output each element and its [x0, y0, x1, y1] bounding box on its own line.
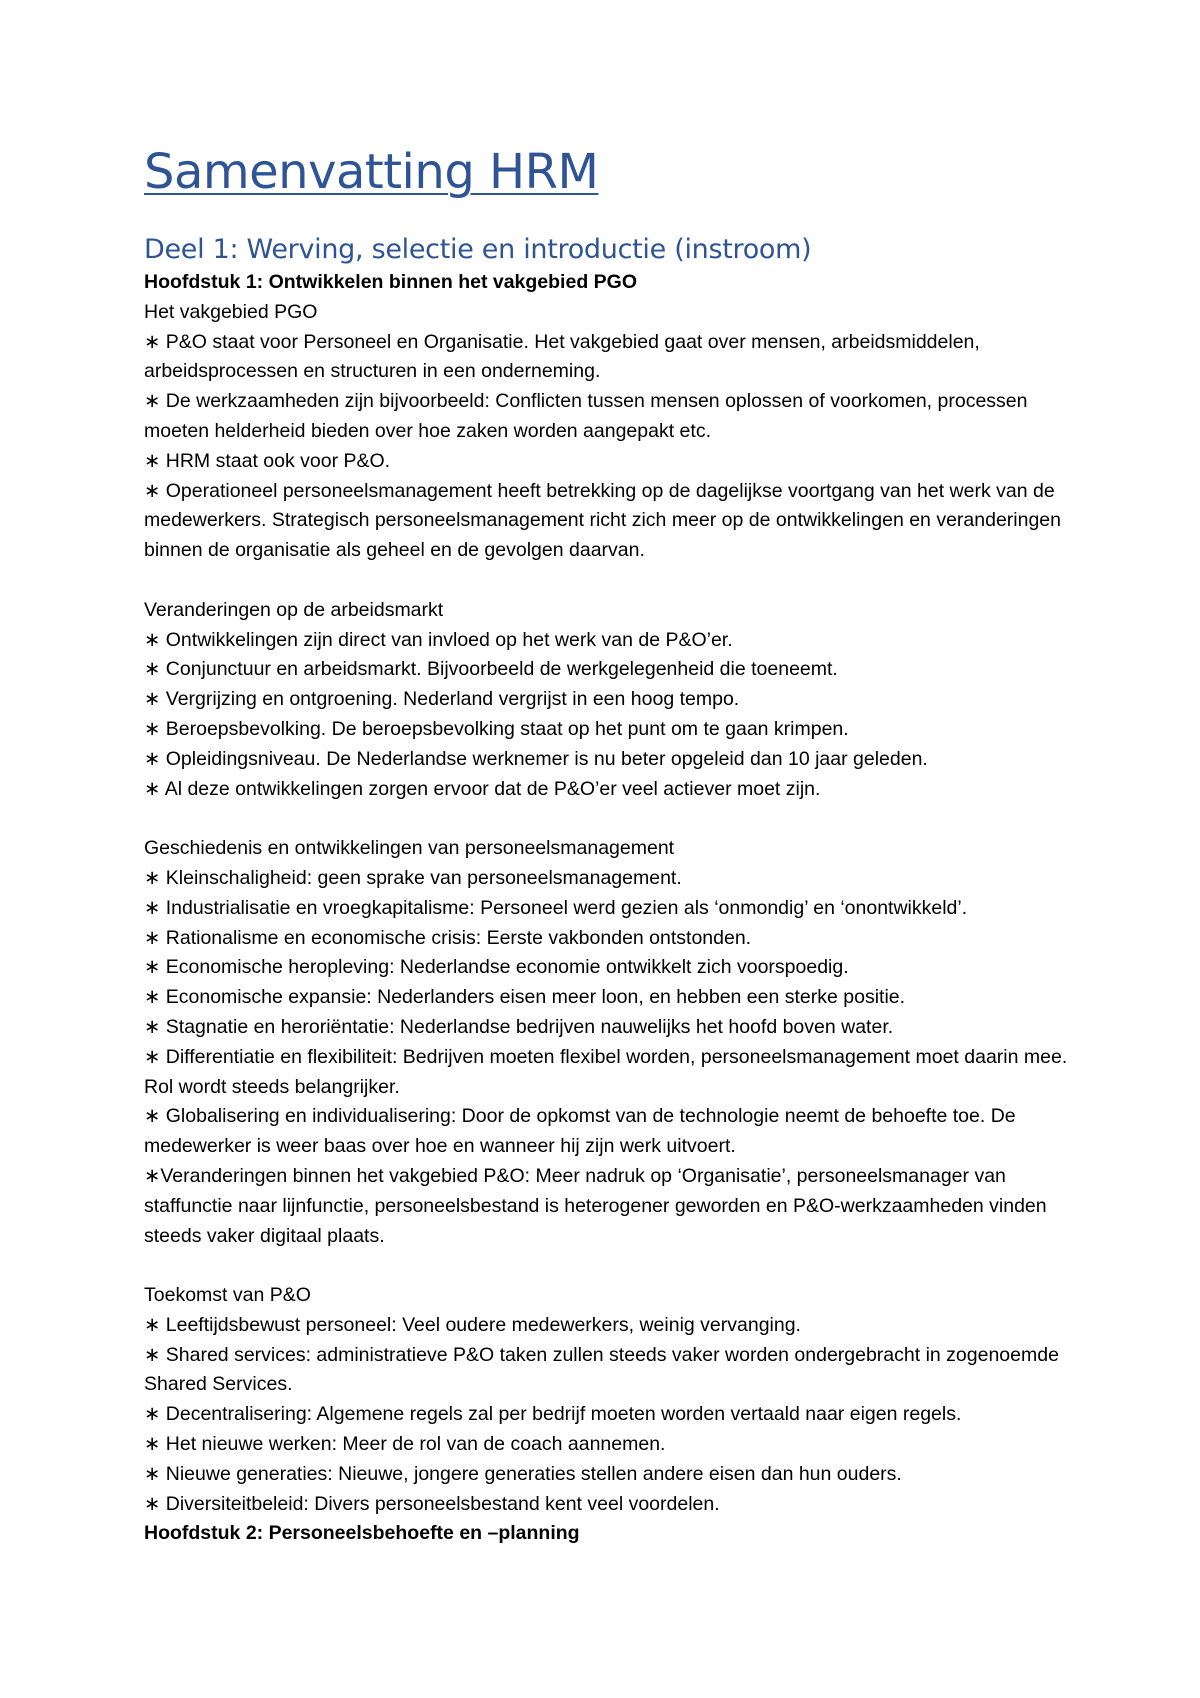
list-item-text: Ontwikkelingen zijn direct van invloed op het werk van de P&O’er.: [165, 628, 733, 651]
bullet-list: [144, 1311, 1084, 1520]
bullet-asterisk-icon: ∗: [144, 1462, 161, 1485]
bullet-asterisk-icon: ∗: [144, 1403, 161, 1426]
bullet-list: [144, 626, 1084, 805]
list-item: [144, 775, 1084, 805]
list-item: [144, 745, 1084, 775]
document-title: Samenvatting HRM: [144, 144, 599, 200]
list-item-text: Vergrijzing en ontgroening. Nederland vergrijst in een hoog tempo.: [165, 688, 740, 711]
list-item: [144, 983, 1084, 1013]
list-item: [144, 1341, 1084, 1401]
list-item-text: Stagnatie en heroriëntatie: Nederlandse bedrijven nauwelijks het hoofd boven water.: [165, 1015, 894, 1038]
sections-container: [144, 298, 1084, 1520]
list-item-text: De werkzaamheden zijn bijvoorbeeld: Conflicten tussen mensen oplossen of voorkomen, processen moeten helderheid bieden over hoe zaken worden aangepakt etc.: [144, 390, 1028, 442]
document-content: [144, 140, 1084, 1549]
bullet-asterisk-icon: ∗: [144, 449, 161, 472]
bullet-asterisk-icon: ∗: [144, 777, 161, 800]
bullet-asterisk-icon: ∗: [144, 747, 161, 770]
list-item-text: Nieuwe generaties: Nieuwe, jongere generaties stellen andere eisen dan hun ouders.: [165, 1462, 902, 1485]
list-item: [144, 477, 1084, 566]
list-item-text: P&O staat voor Personeel en Organisatie. Het vakgebied gaat over mensen, arbeidsmiddelen, arbeidsprocessen en structuren in een onderneming.: [144, 330, 980, 383]
list-item: [144, 1490, 1084, 1520]
list-item-text: Globalisering en individualisering: Door de opkomst van de technologie neemt de behoefte toe. De medewerker is weer baas over hoe en wanneer hij zijn werk uitvoert.: [144, 1105, 1016, 1158]
bullet-asterisk-icon: ∗: [144, 717, 161, 740]
bullet-asterisk-icon: ∗: [144, 330, 161, 353]
list-item-text: Diversiteitbeleid: Divers personeelsbestand kent veel voordelen.: [165, 1492, 720, 1515]
list-item: [144, 447, 1084, 477]
chapter-2-heading: Hoofdstuk 2: Personeelsbehoefte en –planning: [144, 1522, 580, 1545]
list-item: [144, 1430, 1084, 1460]
list-item: [144, 1013, 1084, 1043]
bullet-list: [144, 864, 1084, 1251]
bullet-asterisk-icon: ∗: [144, 390, 161, 413]
section-spacer: [144, 804, 1084, 834]
list-item-text: Differentiatie en flexibiliteit: Bedrijven moeten flexibel worden, personeelsmanagement moet daarin mee. Rol wordt steeds belangrijker.: [144, 1045, 1068, 1098]
bullet-asterisk-icon: ∗: [144, 1015, 161, 1038]
list-item: [144, 387, 1084, 447]
section-title: Veranderingen op de arbeidsmarkt: [144, 598, 444, 621]
bullet-asterisk-icon: ∗: [144, 479, 161, 502]
list-item: [144, 894, 1084, 924]
list-item: [144, 1043, 1084, 1103]
list-item-text: Al deze ontwikkelingen zorgen ervoor dat de P&O’er veel actiever moet zijn.: [164, 777, 821, 800]
list-item: [144, 1311, 1084, 1341]
list-item-text: Rationalisme en economische crisis: Eerste vakbonden ontstonden.: [165, 926, 752, 949]
list-item: [144, 953, 1084, 983]
bullet-asterisk-icon: ∗: [144, 1164, 161, 1187]
list-item-text: Economische expansie: Nederlanders eisen meer loon, en hebben een sterke positie.: [165, 986, 906, 1009]
bullet-asterisk-icon: ∗: [144, 1492, 161, 1515]
section-spacer: [144, 1251, 1084, 1281]
bullet-asterisk-icon: ∗: [144, 658, 161, 681]
list-item: [144, 924, 1084, 954]
bullet-asterisk-icon: ∗: [144, 688, 161, 711]
chapter-1-heading: Hoofdstuk 1: Ontwikkelen binnen het vakgebied PGO: [144, 271, 637, 293]
list-item-text: Het nieuwe werken: Meer de rol van de coach aannemen.: [165, 1433, 666, 1456]
bullet-asterisk-icon: ∗: [144, 1045, 161, 1068]
bullet-asterisk-icon: ∗: [144, 628, 161, 651]
list-item-text: HRM staat ook voor P&O.: [165, 449, 391, 472]
list-item: [144, 1400, 1084, 1430]
list-item-text: Veranderingen binnen het vakgebied P&O: Meer nadruk op ‘Organisatie’, personeelsmanager van staffunctie naar lijnfunctie, personeelsbestand is heterogener geworden en P&O-werkzaamheden vinden steeds vaker digitaal plaats.: [144, 1164, 1047, 1247]
list-item: [144, 1102, 1084, 1162]
section-title: Geschiedenis en ontwikkelingen van personeelsmanagement: [144, 837, 675, 860]
list-item-text: Kleinschaligheid: geen sprake van personeelsmanagement.: [165, 866, 682, 889]
bullet-asterisk-icon: ∗: [144, 956, 161, 979]
list-item-text: Opleidingsniveau. De Nederlandse werknemer is nu beter opgeleid dan 10 jaar geleden.: [165, 747, 928, 770]
list-item: [144, 685, 1084, 715]
list-item-text: Economische heropleving: Nederlandse economie ontwikkelt zich voorspoedig.: [165, 956, 849, 979]
list-item: [144, 328, 1084, 388]
list-item-text: Conjunctuur en arbeidsmarkt. Bijvoorbeeld de werkgelegenheid die toeneemt.: [165, 658, 838, 681]
bullet-asterisk-icon: ∗: [144, 986, 161, 1009]
list-item: [144, 715, 1084, 745]
bullet-asterisk-icon: ∗: [144, 1433, 161, 1456]
list-item: [144, 1162, 1084, 1251]
bullet-asterisk-icon: ∗: [144, 1343, 161, 1366]
list-item-text: Industrialisatie en vroegkapitalisme: Personeel werd gezien als ‘onmondig’ en ‘onontwikkeld’.: [165, 896, 968, 919]
list-item-text: Decentralisering: Algemene regels zal per bedrijf moeten worden vertaald naar eigen regels.: [165, 1403, 962, 1426]
bullet-asterisk-icon: ∗: [144, 866, 161, 889]
bullet-asterisk-icon: ∗: [144, 1313, 161, 1336]
part-heading: Deel 1: Werving, selectie en introductie (instroom): [144, 234, 812, 265]
list-item: [144, 626, 1084, 656]
list-item-text: Beroepsbevolking. De beroepsbevolking staat op het punt om te gaan krimpen.: [165, 717, 849, 740]
list-item: [144, 1460, 1084, 1490]
list-item: [144, 655, 1084, 685]
section-title: Het vakgebied PGO: [144, 300, 318, 323]
list-item-text: Shared services: administratieve P&O taken zullen steeds vaker worden ondergebracht in zogenoemde Shared Services.: [144, 1343, 1059, 1396]
bullet-list: [144, 328, 1084, 566]
section-spacer: [144, 566, 1084, 596]
bullet-asterisk-icon: ∗: [144, 896, 161, 919]
bullet-asterisk-icon: ∗: [144, 1105, 161, 1128]
list-item-text: Leeftijdsbewust personeel: Veel oudere medewerkers, weinig vervanging.: [165, 1313, 801, 1336]
list-item-text: Operationeel personeelsmanagement heeft betrekking op de dagelijkse voortgang van het werk van de medewerkers. Strategisch personeelsmanagement richt zich meer op de ontwikkelingen en veranderingen binnen de organisatie als geheel en de gevolgen daarvan.: [144, 479, 1061, 562]
section-title: Toekomst van P&O: [144, 1284, 311, 1307]
list-item: [144, 864, 1084, 894]
bullet-asterisk-icon: ∗: [144, 926, 161, 949]
